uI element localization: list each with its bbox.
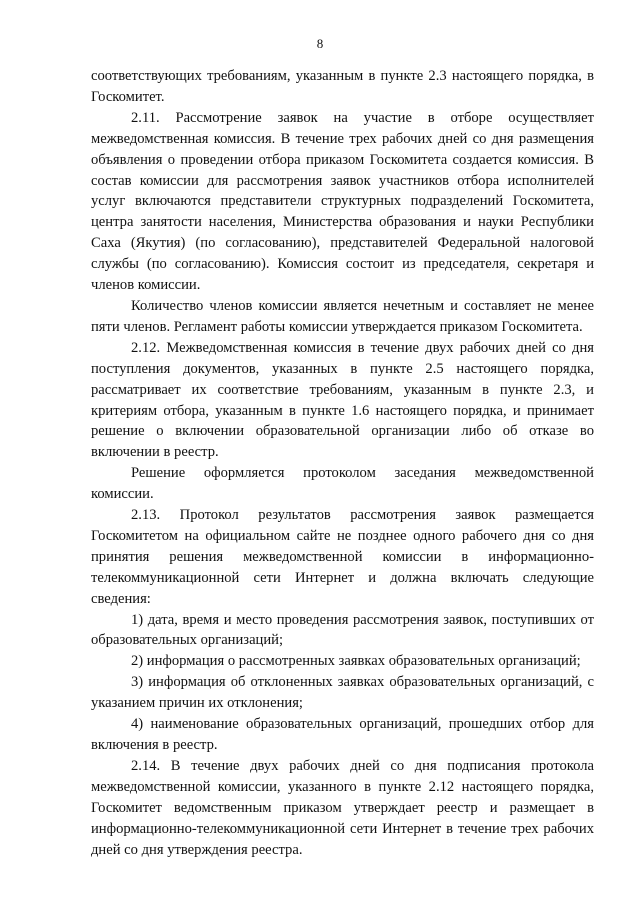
paragraph-2-13: 2.13. Протокол результатов рассмотрения заявок размещается Госкомитетом на официальном сайте не позднее одного рабочего дня со дня принятия решения межведомственной комиссии в информационно-телекоммуникационной сети Интернет и должна включать следующие сведения: xyxy=(91,507,594,607)
paragraph-2-11: 2.11. Рассмотрение заявок на участие в отборе осуществляет межведомственная комиссия. В течение трех рабочих дней со дня размещения объявления о проведении отбора приказом Госкомитета создается комиссия. В состав комиссии для рассмотрения заявок участников отбора исполнителей услуг включаются представители структурных подразделений Госкомитета, центра занятости населения, Министерства образования и науки Республики Саха (Якутия) (по согласованию), представителей Федеральной налоговой службы (по согласованию). Комиссия состоит из председателя, секретаря и членов комиссии. xyxy=(91,109,594,294)
paragraph-continuation: соответствующих требованиям, указанным в пункте 2.3 настоящего порядка, в Госкомитет. xyxy=(91,68,594,105)
paragraph-2-14: 2.14. В течение двух рабочих дней со дня подписания протокола межведомственной комиссии, указанного в пункте 2.12 настоящего порядка, Госкомитет ведомственным приказом утверждает реестр и размещает в информационно-телекоммуникационной сети Интернет в течение трех рабочих дней со дня утверждения реестра. xyxy=(91,757,594,858)
paragraph-commission-size: Количество членов комиссии является нечетным и составляет не менее пяти членов. Регламент работы комиссии утверждается приказом Госкомитета. xyxy=(91,297,594,335)
paragraph-2-12: 2.12. Межведомственная комиссия в течение двух рабочих дней со дня поступления документов, указанных в пункте 2.5 настоящего порядка, рассматривает их соответствие требованиям, указанным в пункте 2.3, и критериям отбора, указанным в пункте 1.6 настоящего порядка, и принимает решение о включении образовательной организации либо об отказе во включении в реестр. xyxy=(91,339,594,461)
list-item-1: 1) дата, время и место проведения рассмотрения заявок, поступивших от образовательных организаций; xyxy=(91,611,594,649)
list-item-3: 3) информация об отклоненных заявках образовательных организаций, с указанием причин их отклонения; xyxy=(91,674,594,712)
list-item-2: 2) информация о рассмотренных заявках образовательных организаций; xyxy=(131,653,581,670)
list-item-4: 4) наименование образовательных организаций, прошедших отбор для включения в реестр. xyxy=(91,716,594,753)
paragraph-decision: Решение оформляется протоколом заседания межведомственной комиссии. xyxy=(91,465,594,503)
document-body xyxy=(91,66,594,860)
page-number: 8 xyxy=(316,36,324,51)
